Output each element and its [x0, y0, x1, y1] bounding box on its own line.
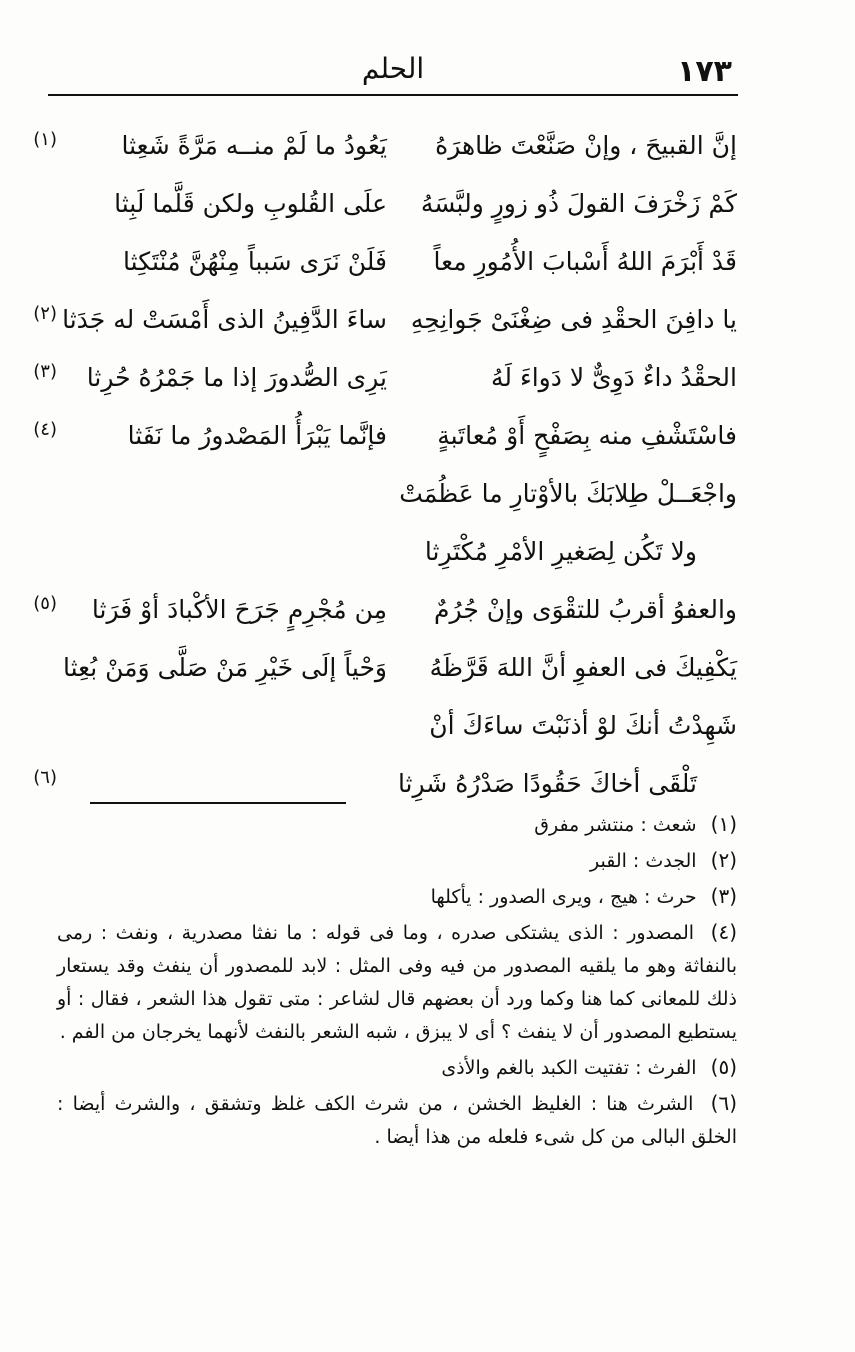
verse-second-hemistich: فإنَّما يَبْرَأُ المَصْدورُ ما نَفَثا [127, 421, 387, 450]
footnote-number: (٤) [710, 920, 737, 944]
verse-second-hemistich: مِن مُجْرِمٍ جَرَحَ الأكْبادَ أوْ فَرَثا [91, 595, 387, 624]
footnote-text: المصدور : الذى يشتكى صدره ، وما فى قوله : ما نفثا مصدرية ، ونفث : رمى بالنفاثة وهو ما يلقيه المصدور من فيه وفى المثل : لابد للمصدور أن ينفث وقد يستعار ذلك للمعانى كما هنا وكما ورد أن بعضهم قال لشاعر : متى تقول هذا الشعر ، فقال : أو يستطيع المصدور أن لا ينفث ؟ أى لا يبزق ، شبه الشعر بالنفث لأنهما يخرجان من الفم . [57, 922, 737, 1043]
footnote-marker: (٤) [33, 419, 57, 440]
verse [57, 466, 737, 524]
footnote-text: الشرث هنا : الغليظ الخشن ، من شرث الكف غلظ وتشقق ، والشرث أيضا : الخلق البالى من كل شىء فلعله من هذا أيضا . [57, 1093, 737, 1148]
verse-line: شَهِدْتُ أنكَ لوْ أذنَبْتَ ساءَكَ أنْ [429, 711, 737, 740]
verse-first-hemistich: إنَّ القبيحَ ، وإنْ صَنَّعْتَ ظاهرَهُ [435, 131, 737, 160]
footnote-text: شعث : منتشر مفرق [534, 814, 697, 836]
footnote-marker: (٦) [33, 767, 57, 788]
verse [33, 582, 737, 640]
verse-first-hemistich: يا دافِنَ الحقْدِ فى ضِغْنَىْ جَوانِحِهِ [410, 305, 737, 334]
verse [57, 234, 737, 292]
verse-second-hemistich: فَلَنْ نَرَى سَبباً مِنْهُنَّ مُنْتَكِثا [123, 247, 387, 276]
running-title: الحلم [361, 52, 425, 85]
verse-first-hemistich: قَدْ أَبْرَمَ اللهُ أَسْبابَ الأُمُورِ معاً [433, 247, 737, 276]
footnote-rule [90, 802, 346, 804]
verse-second-hemistich: ساءَ الدَّفِينُ الذى أَمْسَتْ له جَدَثا [62, 305, 387, 334]
verse [33, 350, 737, 408]
verse-second-hemistich: يَرِى الصُّدورَ إذا ما جَمْرُهُ حُرِثا [86, 363, 387, 392]
footnote [57, 808, 737, 842]
verse-line: واجْعَــلْ طِلابَكَ بالأوْتارِ ما عَظُمَتْ [399, 479, 737, 508]
verse-second-hemistich: يَعُودُ ما لَمْ منــه مَرَّةً شَعِثا [121, 131, 387, 160]
verse-first-hemistich: كَمْ زَخْرَفَ القولَ ذُو زورٍ ولبَّسَهُ [420, 189, 737, 218]
footnote-marker: (٢) [33, 303, 57, 324]
header-rule [48, 94, 738, 96]
footnote [57, 1051, 737, 1085]
footnote-number: (١) [710, 812, 737, 836]
footnote-marker: (١) [33, 129, 57, 150]
verse [33, 756, 737, 814]
verse [33, 292, 737, 350]
verse-second-hemistich: وَحْياً إلَى خَيْرِ مَنْ صَلَّى وَمَنْ بُعِثا [63, 653, 387, 682]
footnote-marker: (٥) [33, 593, 57, 614]
footnote-number: (٥) [710, 1055, 737, 1079]
verse-first-hemistich: الحقْدُ داءٌ دَوِىٌّ لا دَواءَ لَهُ [491, 363, 737, 392]
verse-line: تَلْقَى أخاكَ حَقُودًا صَدْرُهُ شَرِثا [397, 769, 697, 798]
verse [57, 176, 737, 234]
footnote-number: (٢) [710, 848, 737, 872]
verse [33, 118, 737, 176]
footnote-number: (٣) [710, 884, 737, 908]
verse-line: ولا تَكُن لِصَغيرِ الأمْرِ مُكْتَرِثا [424, 537, 697, 566]
footnote-marker: (٣) [33, 361, 57, 382]
page-header [48, 48, 738, 92]
poem [33, 118, 737, 814]
footnote-number: (٦) [710, 1091, 737, 1115]
footnote-text: الفرث : تفتيت الكبد بالغم والأذى [441, 1057, 697, 1079]
verse-first-hemistich: فاسْتَشْفِ منه بِصَفْحٍ أَوْ مُعاتَبةٍ [437, 421, 737, 450]
footnote [57, 916, 737, 1049]
footnote [57, 880, 737, 914]
verse-second-hemistich: علَى القُلوبِ ولكن قَلَّما لَبِثا [114, 189, 387, 218]
verse [57, 698, 737, 756]
page-number: ١٧٣ [677, 54, 732, 89]
verse [33, 408, 737, 466]
verse [57, 524, 737, 582]
verse-first-hemistich: والعفوُ أقربُ للتقْوَى وإنْ جُرُمٌ [434, 595, 737, 624]
verse [57, 640, 737, 698]
footnotes [57, 808, 737, 1156]
footnote [57, 1087, 737, 1154]
verse-first-hemistich: يَكْفِيكَ فى العفوِ أنَّ اللهَ قَرَّظَهُ [429, 653, 737, 682]
footnote-text: حرث : هيج ، ويرى الصدور : يأكلها [430, 886, 697, 908]
footnote-text: الجدث : القبر [590, 850, 697, 872]
footnote [57, 844, 737, 878]
